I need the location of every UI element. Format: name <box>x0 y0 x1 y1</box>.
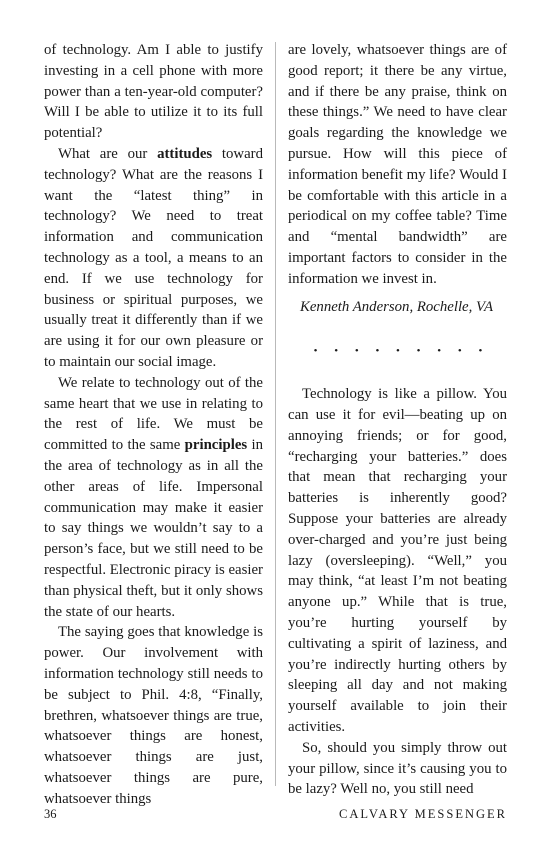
paragraph-technology-justify: of technology. Am I able to justify investing in a cell phone with more power than a ten-year-old computer? Will I be able to utilize it to its full potential? <box>44 42 263 142</box>
paragraph-lovely-things: are lovely, whatsoever things are of good report; it there be any virtue, and if there be any praise, think on these things.” We need to have clear goals regarding the knowledge we pursue. How will this piece of information benefit my life? Would I be comfortable with this article in a periodical on my coffee table? Time and “mental bandwidth” are important factors to consider in the information we invest in. <box>288 42 507 287</box>
paragraph-attitudes-body: toward technology? What are the reasons I want the “latest thing” in technology? We need to treat information and communication technology as a tool, a means to an end. If we use technology for business or spiritual purposes, we usually treat it differently than if we are using it for our own pleasure or to maintain our social image. <box>44 145 263 370</box>
paragraph-knowledge-power: The saying goes that knowledge is power. Our involvement with information technology still needs to be subject to Phil. 4:8, “Finally, brethren, whatsoever things are true, whatsoever things are honest, whatsoever things are just, whatsoever things are pure, whatsoever things <box>44 624 263 807</box>
paragraph-attitudes-lead: What are our <box>58 145 158 162</box>
paragraph-principles <box>44 373 263 623</box>
page-number: 36 <box>44 807 57 821</box>
bold-term-attitudes: attitudes <box>157 145 213 162</box>
author-signature: Kenneth Anderson, Rochelle, VA <box>300 298 493 315</box>
left-column <box>44 40 263 809</box>
publication-name: CALVARY MESSENGER <box>339 807 507 821</box>
paragraph-principles-lead: We relate to technology out of the same heart that we use in relating to the rest of life. We must be committed to the same <box>44 374 263 454</box>
paragraph-pillow: Technology is like a pillow. You can use it for evil—beating up on annoying friends; or for good, “recharging your batteries.” does that mean that recharging your batteries is inherently good? Suppose your batteries are already over-charged and you’re just being lazy (oversleeping). “Well,” you may think, “at least I’m not beating anyone up.” While that is true, you’re hurting yourself by cultivating a spirit of laziness, and you’re indirectly hurting others by sleeping all day and not making yourself available to join their activities. <box>288 386 507 735</box>
right-column <box>288 40 507 800</box>
paragraph-attitudes <box>44 144 263 373</box>
paragraph-throw-out-pillow: So, should you simply throw out your pillow, since it’s causing you to be lazy? Well no, you still need <box>288 739 507 798</box>
column-divider-rule <box>275 42 276 786</box>
bold-term-principles: principles <box>184 437 248 454</box>
section-divider-dots: • • • • • • • • • <box>313 345 490 358</box>
paragraph-principles-body: in the area of technology as in all the other areas of life. Impersonal communication may make it easier to say things we wouldn’t say to a person’s face, but we still need to be respectful. Electronic piracy is easier than physical theft, but it only shows the state of our hearts. <box>44 437 263 620</box>
